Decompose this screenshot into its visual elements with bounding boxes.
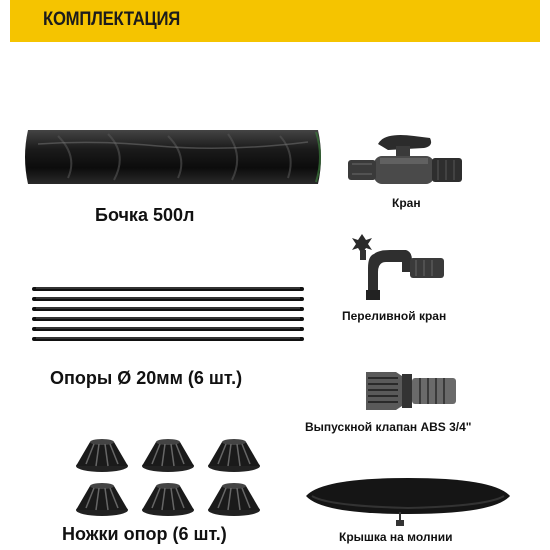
overflow-tap-image: [350, 232, 450, 304]
barrel-image: [18, 126, 328, 188]
lid-label: Крышка на молнии: [339, 530, 453, 544]
valve-label: Выпускной клапан ABS 3/4": [305, 420, 472, 434]
page-title: КОМПЛЕКТАЦИЯ: [43, 9, 180, 30]
lid-image: [302, 474, 514, 526]
overflow-tap-label: Переливной кран: [342, 309, 447, 323]
poles-image: [32, 285, 304, 345]
feet-image: [74, 438, 264, 520]
tap-image: [344, 128, 464, 194]
header-bar: [10, 0, 540, 42]
poles-label: Опоры Ø 20мм (6 шт.): [50, 368, 243, 388]
tap-label: Кран: [392, 196, 421, 210]
valve-image: [362, 366, 458, 416]
feet-label: Ножки опор (6 шт.): [62, 524, 227, 544]
barrel-label: Бочка 500л: [95, 205, 195, 225]
